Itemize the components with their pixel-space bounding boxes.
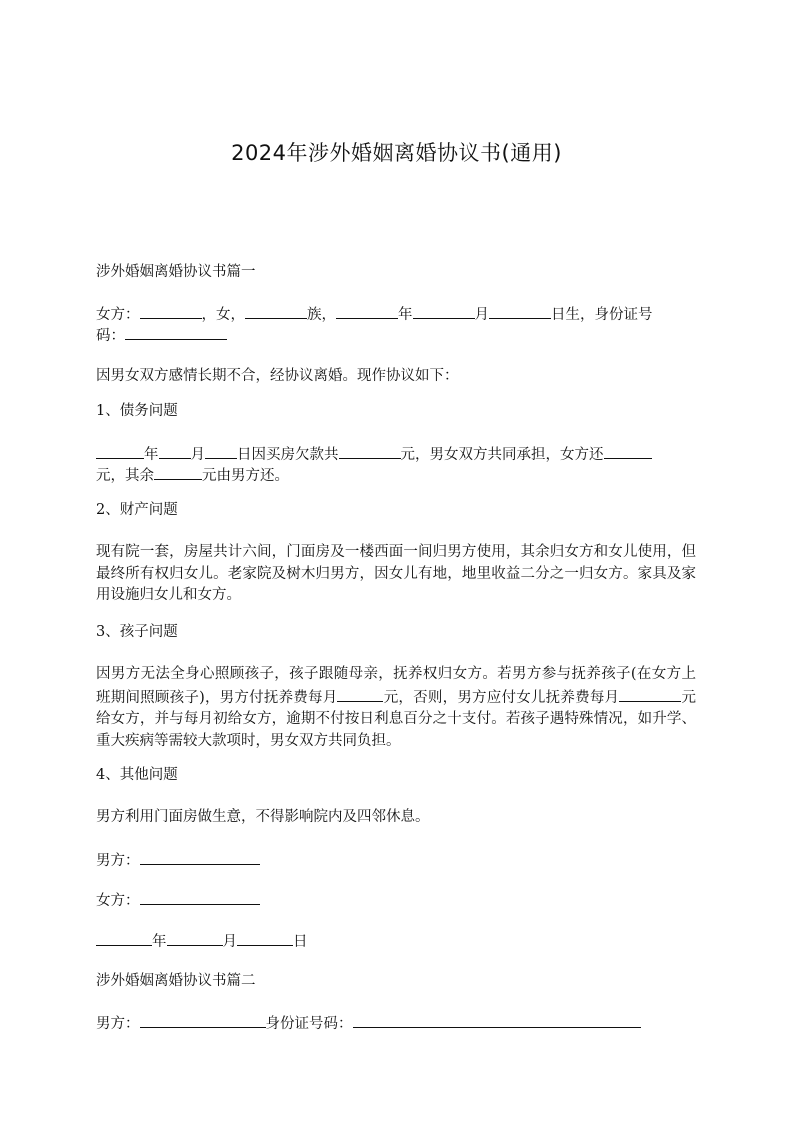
month-text: 月 <box>474 307 489 323</box>
sign-woman-blank[interactable] <box>140 889 260 905</box>
date-day-text: 日 <box>293 934 308 950</box>
sign-man-label: 男方： <box>96 853 140 869</box>
debt-man-blank[interactable] <box>154 464 202 480</box>
section2-heading: 涉外婚姻离婚协议书篇二 <box>96 973 256 989</box>
document-title: 2024年涉外婚姻离婚协议书(通用) <box>231 141 562 165</box>
debt-total-blank[interactable] <box>339 443 401 459</box>
property-heading: 2、财产问题 <box>96 502 178 518</box>
date-year-blank[interactable] <box>96 930 152 946</box>
birth-month-blank[interactable] <box>413 303 475 319</box>
debt-heading: 1、债务问题 <box>96 403 178 419</box>
child-support-blank-1[interactable] <box>337 686 383 702</box>
woman-name-blank[interactable] <box>140 303 202 319</box>
birth-year-blank[interactable] <box>336 303 398 319</box>
debt-total-text: 日因买房欠款共 <box>237 447 339 463</box>
birth-id-text: 日生，身份证号 <box>551 307 653 323</box>
man-name-blank[interactable] <box>140 1012 266 1028</box>
date-line <box>96 930 696 953</box>
woman-info-line <box>96 303 696 326</box>
debt-line-2 <box>96 464 696 487</box>
man-label: 男方： <box>96 1016 140 1032</box>
id-code-label: 码： <box>96 328 125 344</box>
sign-woman-line <box>96 889 696 912</box>
date-day-blank[interactable] <box>237 930 293 946</box>
debt-remaining-text: 元，其余 <box>96 468 154 484</box>
child-heading: 3、孩子问题 <box>96 624 178 640</box>
woman-id-blank[interactable] <box>125 324 227 340</box>
debt-share-text: 元，男女双方共同承担，女方还 <box>400 447 604 463</box>
child-text <box>96 664 696 752</box>
woman-gender-text: ，女， <box>201 307 245 323</box>
other-heading: 4、其他问题 <box>96 767 178 783</box>
debt-month-text: 月 <box>190 447 205 463</box>
birth-day-blank[interactable] <box>489 303 551 319</box>
debt-year-text: 年 <box>144 447 159 463</box>
child-text-part1: 因男方无法全身心照顾孩子，孩子跟随母亲，抚养权归女方。若男方参与抚养孩子(在女方上班期间照顾孩子)，男方付抚养费每月 <box>96 666 696 706</box>
debt-man-text: 元由男方还。 <box>202 468 289 484</box>
child-text-part3: 元给女方，并与每月初给女方，逾期不付按日利息百分之十支付。若孩子遇特殊情况，如升学、重大疾病等需较大款项时，男女双方共同负担。 <box>96 689 697 749</box>
child-text-part2: 元，否则，男方应付女儿抚养费每月 <box>383 689 620 706</box>
woman-label: 女方： <box>96 307 140 323</box>
date-year-text: 年 <box>152 934 167 950</box>
man-info-line <box>96 1012 696 1035</box>
ethnicity-blank[interactable] <box>245 303 307 319</box>
child-support-blank-2[interactable] <box>619 686 681 702</box>
intro-text: 因男女双方感情长期不合，经协议离婚。现作协议如下： <box>96 368 459 384</box>
sign-man-line <box>96 849 696 872</box>
property-text: 现有院一套，房屋共计六间，门面房及一楼西面一间归男方使用，其余归女方和女儿使用，但最终所有权归女儿。老家院及树木归男方，因女儿有地，地里收益二分之一归女方。家具及家用设施归女儿和女方。 <box>96 544 696 603</box>
date-month-blank[interactable] <box>167 930 223 946</box>
year-text: 年 <box>398 307 413 323</box>
other-text: 男方利用门面房做生意，不得影响院内及四邻休息。 <box>96 809 430 825</box>
debt-woman-blank[interactable] <box>604 443 652 459</box>
ethnicity-text: 族， <box>307 307 336 323</box>
woman-id-line <box>96 324 696 347</box>
section1-heading: 涉外婚姻离婚协议书篇一 <box>96 264 256 280</box>
sign-woman-label: 女方： <box>96 893 140 909</box>
debt-year-blank[interactable] <box>96 443 144 459</box>
debt-month-blank[interactable] <box>159 443 191 459</box>
sign-man-blank[interactable] <box>140 849 260 865</box>
date-month-text: 月 <box>222 934 237 950</box>
debt-day-blank[interactable] <box>205 443 237 459</box>
man-id-blank[interactable] <box>353 1012 641 1028</box>
man-id-label: 身份证号码： <box>265 1016 353 1032</box>
debt-line-1 <box>96 443 696 466</box>
